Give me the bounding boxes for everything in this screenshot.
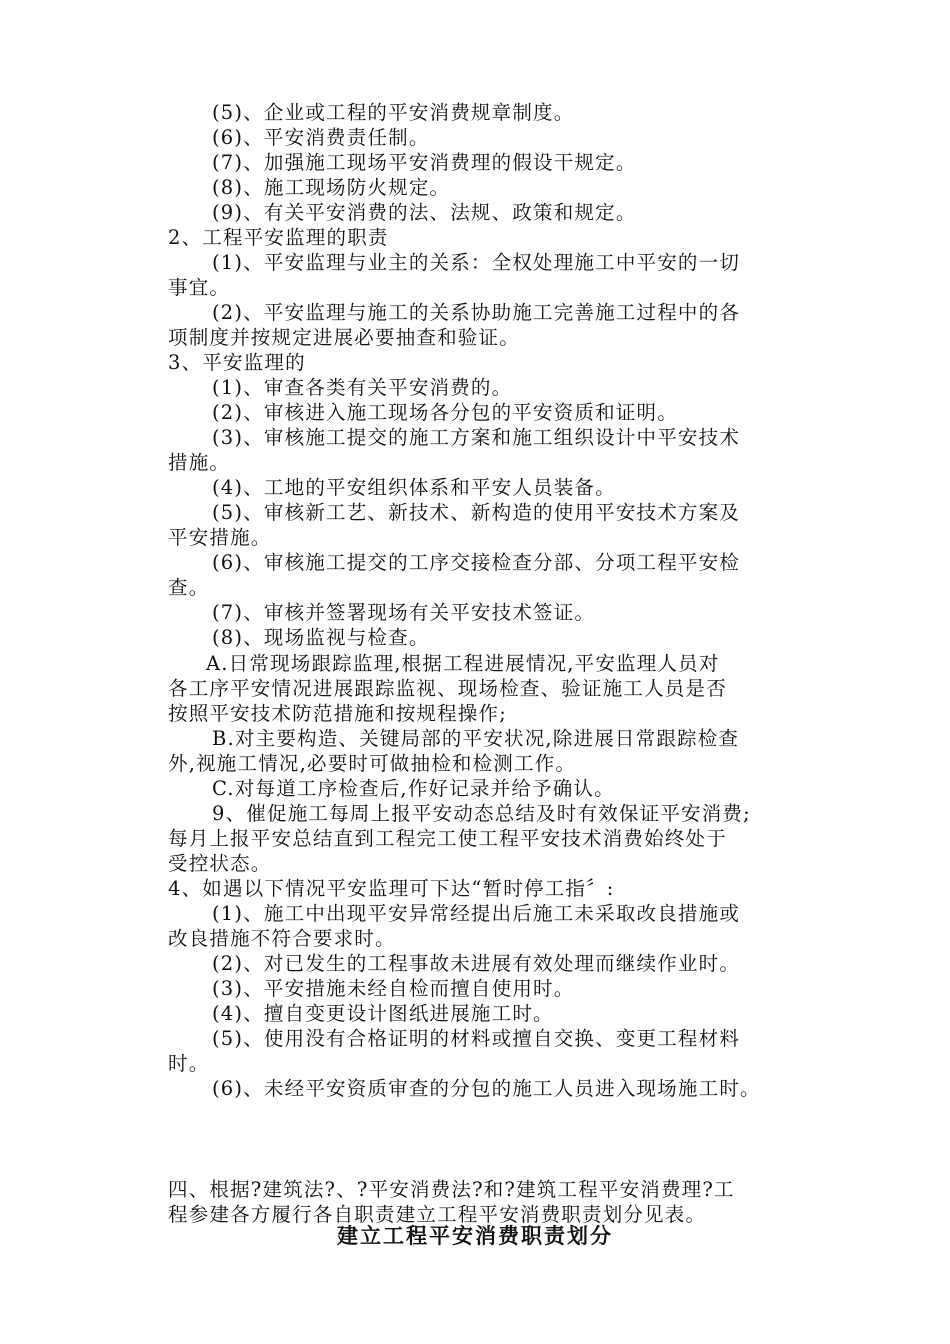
section-heading: 四、根据?建筑法?、?平安消费法?和?建筑工程平安消费理?工 (168, 1178, 735, 1201)
text-line: 每月上报平安总结直到工程完工使工程平安技术消费始终处于 (168, 827, 727, 850)
text-line: (6)、平安消费责任制。 (212, 126, 430, 149)
text-line: 事宜。 (168, 276, 231, 299)
section-heading: 4、如遇以下情况平安监理可下达“暂时停工指〞: (168, 877, 615, 900)
text-line: 受控状态。 (168, 852, 272, 875)
text-line: 外,视施工情况,必要时可做抽检和检测工作。 (168, 752, 577, 775)
table-title: 建立工程平安消费职责划分 (337, 1223, 613, 1248)
text-line: (5)、企业或工程的平安消费规章制度。 (212, 101, 575, 124)
text-line: 9、催促施工每周上报平安动态总结及时有效保证平安消费; (212, 802, 751, 825)
text-line: (8)、施工现场防火规定。 (212, 176, 451, 199)
text-line: (4)、工地的平安组织体系和平安人员装备。 (212, 476, 616, 499)
text-line: A.日常现场跟踪监理,根据工程进展情况,平安监理人员对 (206, 652, 720, 675)
text-line: (1)、审查各类有关平安消费的。 (212, 376, 513, 399)
text-line: (1)、施工中出现平安异常经提出后施工未采取改良措施或 (212, 902, 741, 925)
text-line: (6)、未经平安资质审查的分包的施工人员进入现场施工时。 (212, 1077, 761, 1100)
text-line: (1)、平安监理与业主的关系：全权处理施工中平安的一切 (212, 251, 741, 274)
text-line: (7)、审核并签署现场有关平安技术签证。 (212, 601, 596, 624)
text-line: (6)、审核施工提交的工序交接检查分部、分项工程平安检 (212, 551, 741, 574)
text-line: 查。 (168, 576, 210, 599)
text-line: (7)、加强施工现场平安消费理的假设干规定。 (212, 151, 637, 174)
text-line: B.对主要构造、关键局部的平安状况,除进展日常跟踪检查 (212, 727, 740, 750)
text-line: (5)、使用没有合格证明的材料或擅自交换、变更工程材料 (212, 1027, 741, 1050)
text-line: 平安措施。 (168, 526, 272, 549)
text-line: (2)、审核进入施工现场各分包的平安资质和证明。 (212, 401, 678, 424)
text-line: 措施。 (168, 451, 231, 474)
text-line: (2)、对已发生的工程事故未进展有效处理而继续作业时。 (212, 952, 741, 975)
text-line: (5)、审核新工艺、新技术、新构造的使用平安技术方案及 (212, 501, 741, 524)
text-line: (2)、平安监理与施工的关系协助施工完善施工过程中的各 (212, 301, 741, 324)
text-line: (4)、擅自变更设计图纸进展施工时。 (212, 1002, 554, 1025)
text-line: 各工序平安情况进展跟踪监视、现场检查、验证施工人员是否 (168, 677, 727, 700)
text-line: (3)、平安措施未经自检而擅自使用时。 (212, 977, 575, 1000)
text-line: 改良措施不符合要求时。 (168, 927, 396, 950)
text-line: 按照平安技术防范措施和按规程操作; (168, 702, 507, 725)
text-line: (9)、有关平安消费的法、法规、政策和规定。 (212, 201, 637, 224)
text-line: 时。 (168, 1052, 210, 1075)
text-line: C.对每道工序检查后,作好记录并给予确认。 (212, 777, 615, 800)
section-heading: 3、平安监理的 (168, 351, 306, 374)
text-line: 项制度并按规定进展必要抽查和验证。 (168, 326, 520, 349)
text-line: (8)、现场监视与检查。 (212, 626, 430, 649)
text-line: 程参建各方履行各自职责建立工程平安消费职责划分见表。 (168, 1203, 707, 1226)
text-line: (3)、审核施工提交的施工方案和施工组织设计中平安技术 (212, 426, 741, 449)
section-heading: 2、工程平安监理的职责 (168, 226, 389, 249)
